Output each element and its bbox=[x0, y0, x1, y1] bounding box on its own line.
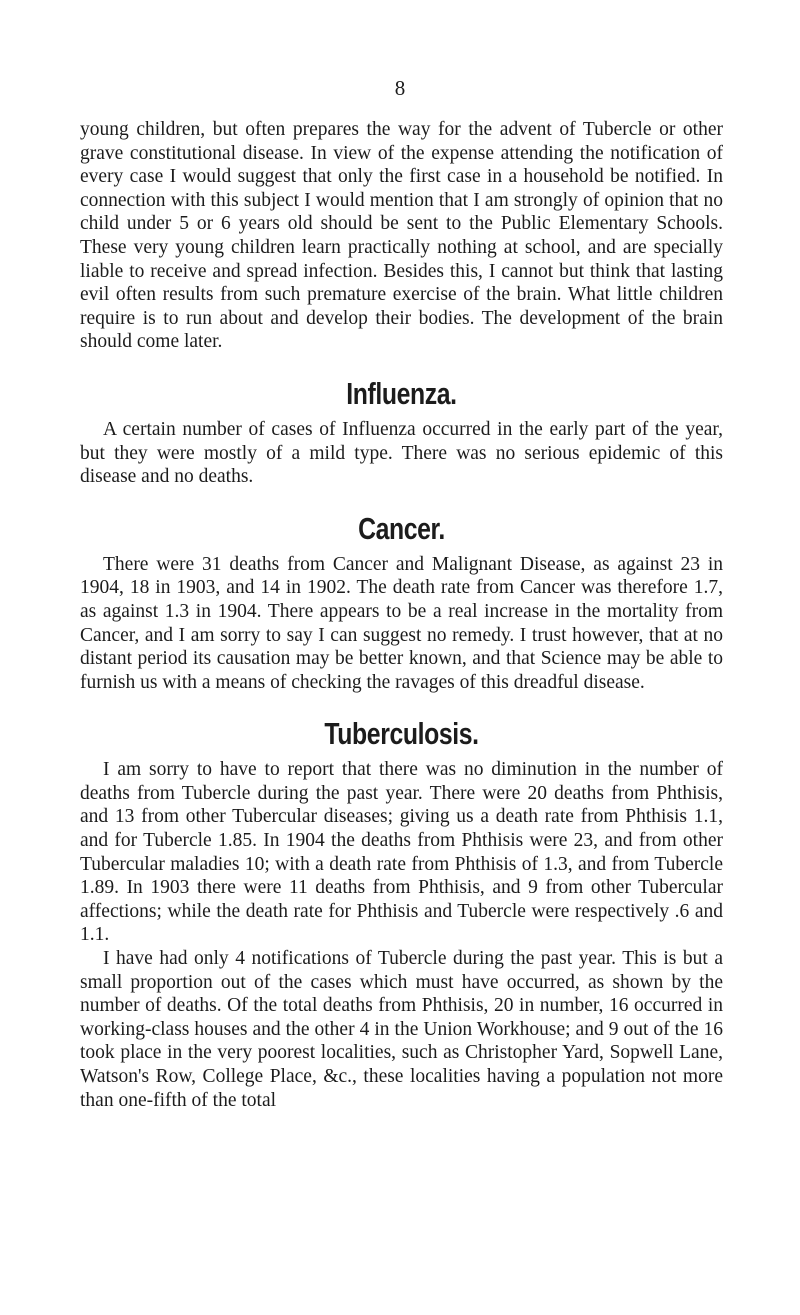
cancer-paragraph: There were 31 deaths from Cancer and Malignant Disease, as against 23 in 1904, 18 in 1903, and 14 in 1902. The death rate from Cancer was therefore 1.7, as against 1.3 in 1904. There appears to be a real increase in the mortality from Cancer, and I am sorry to say I can suggest no remedy. I trust however, that at no distant period its causation may be better known, and that Science may be able to furnish us with a means of checking the ravages of this dreadful disease. bbox=[80, 553, 723, 693]
influenza-heading: Influenza. bbox=[346, 375, 457, 411]
document-body bbox=[80, 118, 723, 1112]
cancer-heading: Cancer. bbox=[358, 510, 445, 546]
tuberculosis-paragraph-2: I have had only 4 notifications of Tubercle during the past year. This is but a small proportion out of the cases which must have occurred, as shown by the number of deaths. Of the total deaths from Phthisis, 20 in number, 16 occurred in working-class houses and the other 4 in the Union Workhouse; and 9 out of the 16 took place in the very poorest localities, such as Christopher Yard, Sopwell Lane, Watson's Row, College Place, &c., these localities having a population not more than one-fifth of the total bbox=[80, 948, 723, 1111]
page-number: 8 bbox=[394, 76, 406, 100]
tuberculosis-paragraph-1: I am sorry to have to report that there was no diminution in the number of deaths from Tubercle during the past year. There were 20 deaths from Phthisis, and 13 from other Tubercular diseases; giving us a death rate from Phthisis 1.1, and for Tubercle 1.85. In 1904 the deaths from Phthisis were 23, and from other Tubercular maladies 10; with a death rate from Phthisis of 1.3, and from Tubercle 1.89. In 1903 there were 11 deaths from Phthisis, and 9 from other Tubercular affections; while the death rate for Phthisis and Tubercle were respectively .6 and 1.1. bbox=[80, 759, 723, 946]
intro-paragraph: young children, but often prepares the way for the advent of Tubercle or other grave constitutional disease. In view of the expense attending the notification of every case I would suggest that only the first case in a household be notified. In connection with this subject I would mention that I am strongly of opinion that no child under 5 or 6 years old should be sent to the Public Elementary Schools. These very young children learn practically nothing at school, and are specially liable to receive and spread infection. Besides this, I cannot but think that lasting evil often results from such premature exercise of the brain. What little children require is to run about and develop their bodies. The development of the brain should come later. bbox=[80, 119, 723, 353]
tuberculosis-heading: Tuberculosis. bbox=[324, 716, 479, 752]
influenza-paragraph: A certain number of cases of Influenza occurred in the early part of the year, but they were mostly of a mild type. There was no serious epidemic of this disease and no deaths. bbox=[80, 418, 723, 488]
